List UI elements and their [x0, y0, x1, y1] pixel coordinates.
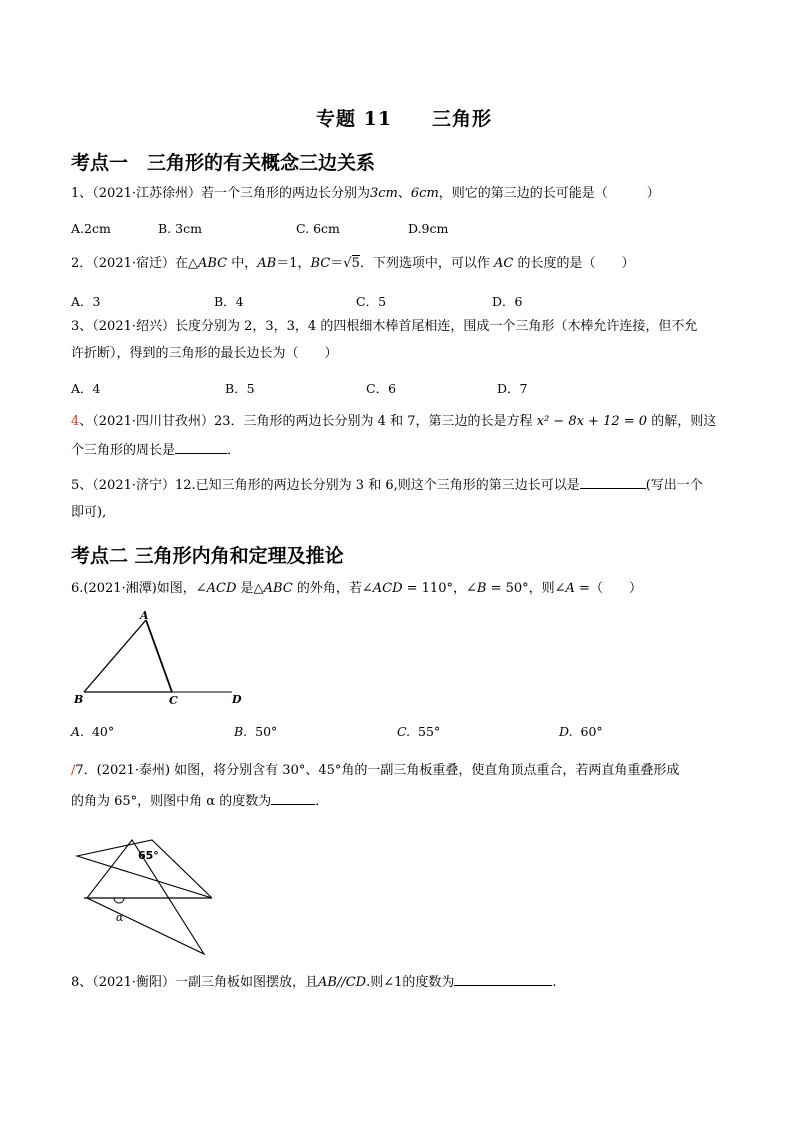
question-2: 2．（2021·宿迁）在△ABC 中，AB＝1，BC＝√5．下列选项中，可以作 AC 的长度的是（ ）	[71, 256, 635, 271]
answer-blank	[175, 440, 227, 454]
question-8: 8、（2021·衡阳）一副三角板如图摆放，且AB//CD.则∠1的度数为 .	[71, 972, 557, 993]
label-c: C	[169, 694, 178, 707]
q7-set-square-figure	[72, 828, 232, 958]
q1-option-b: B. 3cm	[158, 221, 202, 236]
q2-option-d: D．6	[492, 294, 523, 309]
question-1: 1、（2021·江苏徐州）若一个三角形的两边长分别为3cm、6cm，则它的第三边的长可能是（ ）	[71, 186, 660, 201]
q2-option-b: B．4	[214, 294, 244, 309]
q6-option-d: D. 60°	[559, 724, 603, 739]
page-title: 专题 11 三角形	[316, 108, 493, 130]
question-3-line-1: 3、（2021·绍兴）长度分别为 2，3，3，4 的四根细木棒首尾相连，围成一个三角形（木棒允许连接，但不允	[71, 319, 698, 334]
answer-blank	[454, 972, 552, 986]
question-6: 6.(2021·湘潭)如图，∠ACD 是△ABC 的外角，若∠ACD = 110°，∠B = 50°，则∠A =（ ）	[71, 581, 642, 596]
section-heading-2: 考点二 三角形内角和定理及推论	[71, 545, 344, 567]
q1-option-c: C. 6cm	[296, 221, 340, 236]
answer-blank	[580, 475, 646, 489]
q3-option-c: C．6	[366, 381, 397, 396]
angle-65-label: 65°	[138, 849, 159, 862]
answer-blank	[271, 791, 315, 805]
q3-option-a: A．4	[71, 381, 101, 396]
sqrt-symbol: √	[343, 256, 352, 271]
label-d: D	[232, 693, 242, 706]
side-ac	[146, 620, 172, 692]
question-3-line-2: 许折断），得到的三角形的最长边长为（ ）	[71, 346, 338, 361]
q1-option-a: A.2cm	[71, 221, 111, 236]
q3-option-b: B．5	[225, 381, 255, 396]
side-ab	[84, 620, 146, 692]
q2-option-c: C．5	[356, 294, 387, 309]
q3-option-d: D．7	[497, 381, 528, 396]
question-5-line-1: 5、（2021·济宁）12.已知三角形的两边长分别为 3 和 6,则这个三角形的第三边长可以是 (写出一个	[71, 475, 703, 496]
q2-option-a: A．3	[71, 294, 101, 309]
question-5-line-2: 即可),	[71, 505, 107, 520]
label-b: B	[74, 693, 84, 706]
angle-alpha-arc	[114, 898, 124, 903]
question-7-line-2: 的角为 65°，则图中角 α 的度数为 ．	[71, 791, 328, 812]
section-heading-1: 考点一 三角形的有关概念三边关系	[71, 152, 376, 174]
question-marker: /	[71, 763, 76, 778]
q6-triangle-figure	[72, 608, 257, 708]
q1-option-d: D.9cm	[408, 221, 449, 236]
question-7-line-1: /7．(2021·泰州) 如图，将分别含有 30°、45°角的一副三角板重叠，使直角顶点重合，若两直角重叠形成	[71, 763, 680, 778]
label-a: A	[140, 609, 149, 622]
q6-option-c: C. 55°	[397, 724, 441, 739]
alpha-label: α	[116, 911, 124, 924]
question-4-line-1: 4、（2021·四川甘孜州）23．三角形的两边长分别为 4 和 7，第三边的长是方程 x² − 8x + 12 = 0 的解，则这	[71, 414, 717, 429]
q6-option-b: B. 50°	[234, 724, 278, 739]
question-4-line-2: 个三角形的周长是 ．	[71, 440, 240, 461]
q6-option-a: A. 40°	[71, 724, 115, 739]
